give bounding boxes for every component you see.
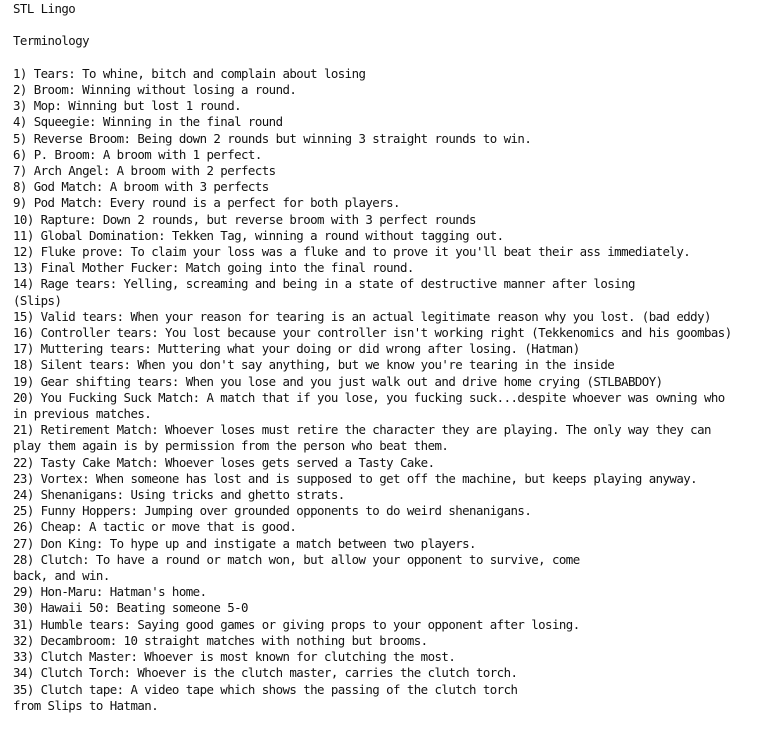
term-line: 16) Controller tears: You lost because your controller isn't working right (Tekkenomics and his goombas) <box>13 325 732 341</box>
term-line: 8) God Match: A broom with 3 perfects <box>13 179 269 195</box>
term-line: 7) Arch Angel: A broom with 2 perfects <box>13 163 276 178</box>
term-line: 34) Clutch Torch: Whoever is the clutch master, carries the clutch torch. <box>13 665 518 681</box>
document-title: STL Lingo <box>13 1 76 16</box>
term-line: 20) You Fucking Suck Match: A match that if you lose, you fucking suck...despite whoever was owning who <box>13 389 725 405</box>
term-line: 28) Clutch: To have a round or match won, but allow your opponent to survive, come <box>13 551 580 567</box>
term-line: 17) Muttering tears: Muttering what your doing or did wrong after losing. (Hatman) <box>13 341 580 357</box>
term-line: 23) Vortex: When someone has lost and is supposed to get off the machine, but keeps playing anyway. <box>13 470 698 486</box>
term-line: 31) Humble tears: Saying good games or giving props to your opponent after losing. <box>13 616 580 632</box>
term-line: play them again is by permission from the person who beat them. <box>13 438 449 454</box>
term-line: 10) Rapture: Down 2 rounds, but reverse broom with 3 perfect rounds <box>13 211 476 227</box>
term-line: 18) Silent tears: When you don't say anything, but we know you're tearing in the inside <box>13 357 615 373</box>
term-line: 19) Gear shifting tears: When you lose and you just walk out and drive home crying (STLBABDOY) <box>13 373 663 389</box>
term-line: (Slips) <box>13 292 62 308</box>
term-line: 29) Hon-Maru: Hatman's home. <box>13 584 207 600</box>
term-line: 2) Broom: Winning without losing a round. <box>13 81 297 97</box>
term-line: 32) Decambroom: 10 straight matches with nothing but brooms. <box>13 632 428 648</box>
term-line: 30) Hawaii 50: Beating someone 5-0 <box>13 600 248 616</box>
term-line: back, and win. <box>13 568 110 584</box>
term-line: 15) Valid tears: When your reason for tearing is an actual legitimate reason why you lost. (bad eddy) <box>13 308 711 324</box>
term-line: 13) Final Mother Fucker: Match going into the final round. <box>13 260 414 276</box>
term-line: 25) Funny Hoppers: Jumping over grounded opponents to do weird shenanigans. <box>13 503 532 519</box>
term-line: 4) Squeegie: Winning in the final round <box>13 114 283 130</box>
term-line: 21) Retirement Match: Whoever loses must retire the character they are playing. The only way they can <box>13 422 711 438</box>
term-line: 9) Pod Match: Every round is a perfect for both players. <box>13 195 400 211</box>
term-line: 3) Mop: Winning but lost 1 round. <box>13 98 242 114</box>
term-line: 26) Cheap: A tactic or move that is good. <box>13 519 297 535</box>
term-line: 27) Don King: To hype up and instigate a match between two players. <box>13 535 476 551</box>
term-line: from Slips to Hatman. <box>13 697 159 713</box>
term-line: 24) Shenanigans: Using tricks and ghetto strats. <box>13 487 345 503</box>
term-line: 33) Clutch Master: Whoever is most known for clutching the most. <box>13 649 456 665</box>
term-line: 11) Global Domination: Tekken Tag, winning a round without tagging out. <box>13 227 504 243</box>
term-line: 5) Reverse Broom: Being down 2 rounds but winning 3 straight rounds to win. <box>13 130 532 146</box>
term-list <box>13 66 768 714</box>
term-line: 22) Tasty Cake Match: Whoever loses gets served a Tasty Cake. <box>13 454 435 470</box>
spacer <box>13 17 768 33</box>
term-line: 14) Rage tears: Yelling, screaming and being in a state of destructive manner after losing <box>13 276 635 292</box>
term-line: 6) P. Broom: A broom with 1 perfect. <box>13 146 262 162</box>
term-line: 1) Tears: To whine, bitch and complain about losing <box>13 65 366 81</box>
section-heading: Terminology <box>13 33 90 49</box>
spacer <box>13 50 768 66</box>
term-line: 12) Fluke prove: To claim your loss was a fluke and to prove it you'll beat their ass immediately. <box>13 244 691 260</box>
term-line: in previous matches. <box>13 406 152 422</box>
term-line: 35) Clutch tape: A video tape which shows the passing of the clutch torch <box>13 681 518 697</box>
